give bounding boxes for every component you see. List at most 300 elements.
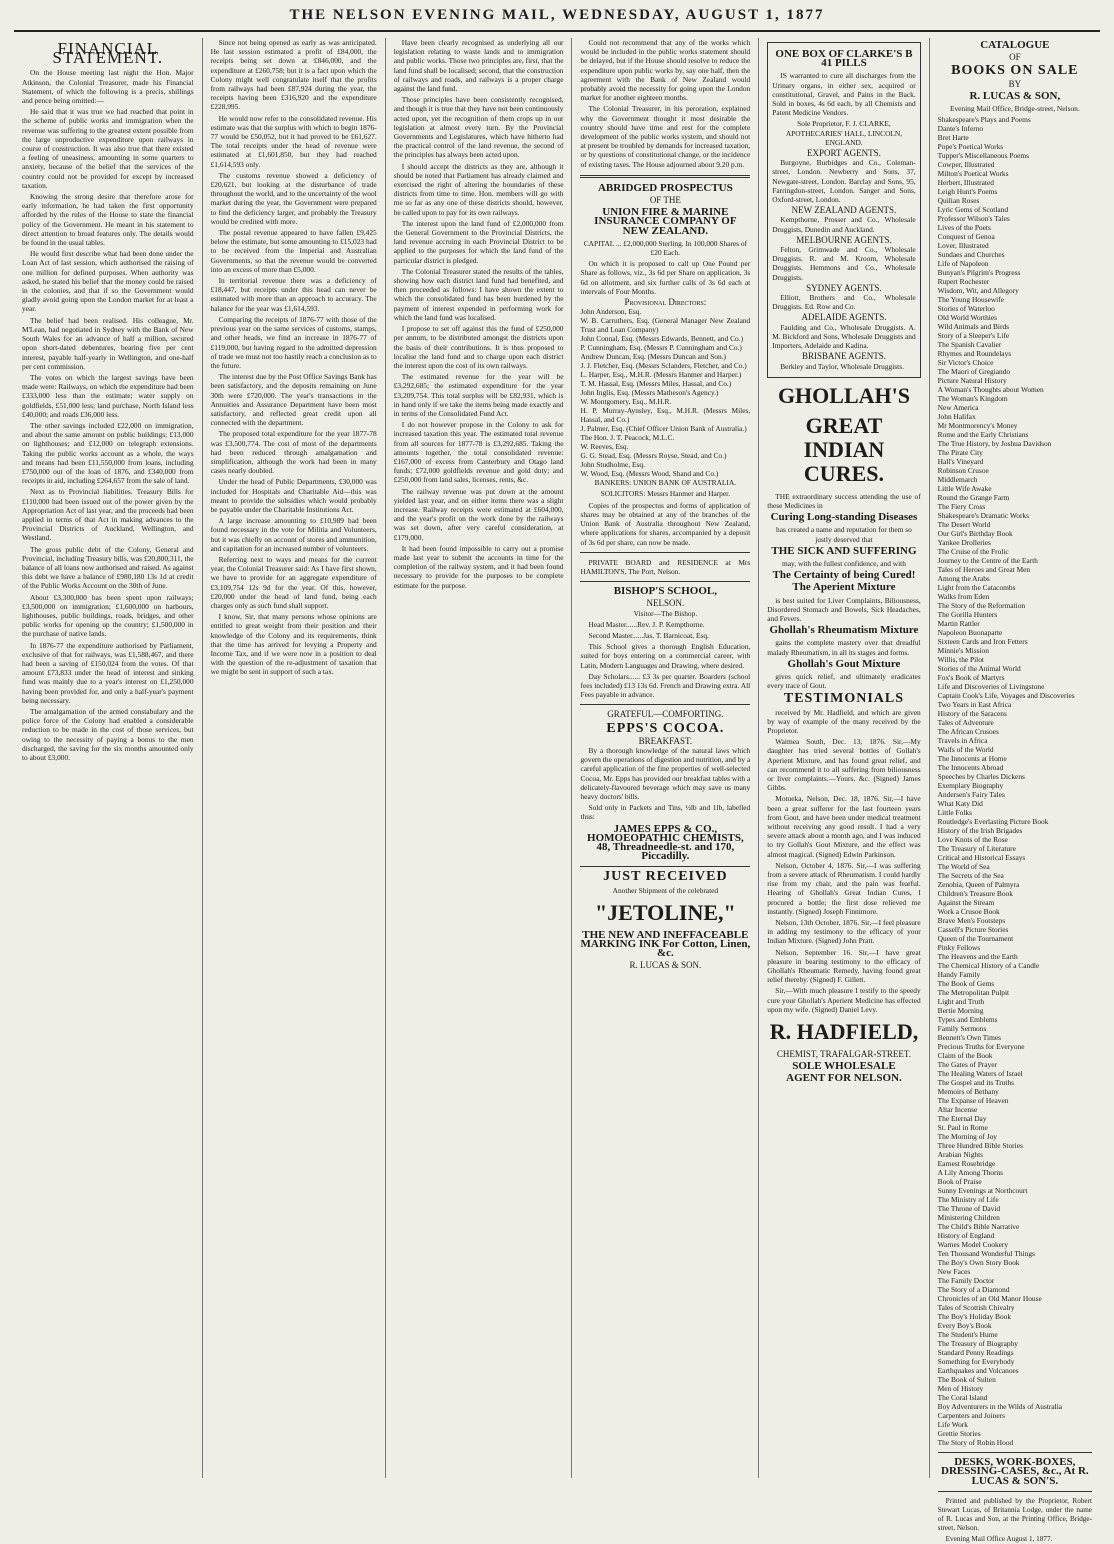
book-title: Carpenters and Joiners [937, 1411, 1005, 1421]
book-title: The Spanish Cavalier [937, 340, 1002, 350]
jetoline-pre: Another Shipment of the celebrated [612, 885, 719, 895]
book-title: Little Folks [937, 808, 972, 818]
book-title: The Gorilla Hunters [937, 610, 998, 620]
book-title: New America [937, 403, 979, 413]
book-title: Earthquakes and Volcanoes [937, 1366, 1019, 1376]
book-title: The Morning of Joy [937, 1132, 997, 1142]
book-title: Middlemarch [937, 475, 978, 485]
book-title: The Throne of David [937, 1204, 1001, 1214]
book-title: The Eternal Day [937, 1114, 987, 1124]
book-title: Conquest of Genoa [937, 232, 995, 242]
paragraph: He would now refer to the consolidated revenue. His estimate was that the surplus with which to begin 1876-77 would be £50,052, but it had proved to be £61,627. The total receipts under the head of revenue were estimated at £1,601,850, but they had reached £1,614,593 only. [210, 113, 377, 169]
paragraph: Referring next to ways and means for the current year, the Colonial Treasurer said: As I have first shown, we have to provide for an aggregate expenditure of £3,109,754 12s 9d for the year. Of this, however, £20,000 under the head of land fund, being each charges only as such fund shall support. [210, 554, 377, 610]
paragraph: The estimated revenue for the year will be £3,292,685; the estimated expenditure for the year £3,209,754. This total surplus will be £82,931, which is in hand only if we take the items being made exactly and in terms of the Consolidated Fund Act. [393, 372, 564, 418]
book-title: The Book of Sulten [937, 1375, 996, 1385]
divider [580, 175, 750, 178]
school-fees: Day Scholars...... £3 3s per quarter. Boarders (school fees included) £13 13s 6d. French and Drawing extra. All Fees payable in advance. [580, 671, 751, 700]
book-title: The Chemical History of a Candle [937, 961, 1040, 971]
testimonials-intro: received by Mr. Hadfield, and which are given by way of example of the many received by the Proprietor. [767, 707, 921, 735]
column-advertisements-1 [572, 38, 759, 1478]
curing-text: has created a name and reputation for them so justly deserved that [776, 525, 912, 544]
certainty: The Certainty of being Cured! [772, 569, 916, 582]
book-title: The Family Doctor [937, 1276, 995, 1286]
book-title: Mr Montmorency's Money [937, 421, 1018, 431]
sole-wholesale: SOLE WHOLESALE [792, 1060, 896, 1073]
export-title: EXPORT AGENTS. [807, 148, 881, 159]
book-title: Life and Discoveries of Livingstone [937, 682, 1045, 692]
column-catalogue [930, 38, 1100, 1543]
book-title: The Boy's Holiday Book [937, 1312, 1012, 1322]
book-title: Pinky Fellows [937, 943, 981, 953]
catalogue-of: OF [1009, 52, 1021, 63]
director-item: W. B. Carruthers, Esq. (General Manager New Zealand Trust and Loan Company) [580, 316, 751, 335]
book-title: Men of History [937, 1384, 984, 1394]
book-title: Cassell's Picture Stories [937, 925, 1009, 935]
paragraph: Under the head of Public Departments, £30,000 was included for Hospitals and Charitable Aid—this was meant to provide the subsidies which would probably be payable under the Charitable Institutions Act. [210, 477, 377, 514]
book-title: Rupert Rochester [937, 277, 990, 287]
book-title: Robinson Crusoe [937, 466, 989, 476]
book-title: Grettie Stories [937, 1429, 981, 1439]
director-item: The Hon. J. T. Peacock, M.L.C. [580, 433, 675, 443]
paragraph: Could not recommend that any of the works which would be included in the public works statement should be delayed, but if the House should resolve to reduce the expenditure upon public works by, say one half, then the agreement with the Bank of New Zealand would probably avoid the necessity for going upon the London market for another eighteen months. [580, 38, 751, 103]
book-title: John Halifax [937, 412, 976, 422]
testimonial-letter: Nelson, October 4, 1876. Sir,—I was suffering from a severe attack of Rheumatism. I could hardly rise from my chair, and the pain was fearful. Hearing of Ghollah's Great Indian Cures, I procured a bottle; the first dose relieved me instantly. (Signed) Joseph Finnimore. [767, 860, 921, 916]
book-title: Warnes Model Cookery [937, 1240, 1009, 1250]
book-title: Every Boy's Book [937, 1321, 992, 1331]
bishop-title: BISHOP'S SCHOOL, [613, 585, 718, 598]
book-title: Travels in Africa [937, 736, 988, 746]
book-title: Life Work [937, 1420, 968, 1430]
paragraph: Comparing the receipts of 1876-77 with those of the previous year on the same services of customs, stamps, and other heads, we find an increase in 1876-77 of £119,000, but having regard to the admitted depression of trade we must not too hastily reach a conclusion as to the future. [210, 314, 377, 370]
book-title: Light and Truth [937, 997, 985, 1007]
epps-sold: Sold only in Packets and Tins, ½lb and 1lb, labelled thus: [580, 803, 751, 822]
jetoline-sub: THE NEW AND INEFFACEABLE MARKING INK For Cotton, Linen, &c. [580, 928, 751, 960]
paragraph: About £3,300,000 has been spent upon railways; £3,500,000 on immigration; £1,600,000 on harbours, lighthouses, public buildings, roads, bridges, and other public works for opening up the country; £1,500,000 in the purchase of native lands. [22, 592, 194, 639]
desks-advert: DESKS, WORK-BOXES, DRESSING-CASES, &c., At R. LUCAS & SON'S. [941, 1456, 1089, 1487]
catalogue-office: Evening Mail Office, Bridge-street, Nelson. [949, 104, 1080, 114]
divider [938, 1452, 1092, 1453]
capital: CAPITAL ... £2,000,000 Sterling. In 100,000 Shares of £20 Each. [583, 238, 748, 258]
testimonial-letter: Nelson, 13th October, 1876. Sir,—I feel pleasure in adding my testimony to the efficacy of your Indian Mixture. (Signed) John Pratt. [767, 918, 921, 946]
clarke-text: IS warranted to cure all discharges from the Urinary organs, in either sex, acquired or constitutional, Gravel, and Pains in the Back. Sold in boxes, 4s 6d each, by all Chemists and Patent Medicine Vendors. [772, 71, 916, 118]
bris-title: BRISBANE AGENTS. [801, 351, 886, 362]
ghollah-title: GHOLLAH'S [777, 382, 910, 408]
paragraph: Next as to Provincial liabilities. Treasury Bills for £110,000 had been issued out of the power given by the Appropriation Act of last year, and the proceeds had been applied in terms of that Act in making advances to the Provincial Districts of Auckland, Wellington, and Westland. [22, 487, 194, 543]
book-title: Round the Grange Farm [937, 493, 1010, 503]
book-title: Milton's Poetical Works [937, 169, 1009, 179]
director-item: John Anderson, Esq. [580, 307, 642, 317]
book-title: Exemplary Biography [937, 781, 1004, 791]
book-title: Napoleon Buonaparte [937, 628, 1003, 638]
solicitors: SOLICITORS: Messrs Hanmer and Harper. [600, 489, 731, 499]
book-title: Children's Treasure Book [937, 889, 1013, 899]
copies-text: Copies of the prospectus and forms of application of shares may be obtained at any of the branches of the Union Bank of Australia throughout New Zealand, where applications for shares, accompanied by a deposit of 3s 6d per share, can now be made. [580, 500, 751, 547]
book-title: Fox's Book of Martyrs [937, 673, 1005, 683]
column-financial-continued [203, 38, 386, 1478]
book-title: Tupper's Miscellaneous Poems [937, 151, 1030, 161]
book-title: Life of Napoleon [937, 259, 989, 269]
book-title: Leigh Hunt's Poems [937, 187, 998, 197]
book-title: The Expanse of Heaven [937, 1096, 1009, 1106]
book-title: Tales of Scottish Chivalry [937, 1303, 1015, 1313]
book-title: Captain Cook's Life, Voyages and Discoveries [937, 691, 1075, 701]
book-title: Boy Adventurers in the Wilds of Australia [937, 1402, 1063, 1412]
directors-label: Provisional Directors: [624, 297, 707, 308]
school-text: This School gives a thorough English Education, suited for boys entering on a commercial career, with Latin, Modern Languages and Drawing, where desired. [580, 642, 751, 670]
melb-agents: Felton, Grimwade and Co., Wholesale Druggists. R. and M. Kroom, Wholesale Druggists. Hemmons and Co., Wholesale Druggists. [772, 245, 916, 282]
adel-title: ADELAIDE AGENTS. [801, 312, 887, 323]
paragraph: The railway revenue was put down at the amount yielded last year, and on either items there was a slight increase. Railway receipts were estimated at £604,000, and the year's profit on the work done by the railways was set down, after very careful consideration, at £179,000. [393, 486, 564, 542]
land-fund-paragraphs [394, 38, 564, 590]
statement-close-paragraphs [580, 38, 750, 169]
book-title: Among the Arabs [937, 574, 990, 584]
book-title: History of the Saracens [937, 709, 1007, 719]
book-title: Dante's Inferno [937, 124, 984, 134]
column-financial-statement [14, 38, 203, 1478]
book-title: The Woman's Kingdom [937, 394, 1008, 404]
divider [580, 704, 750, 705]
book-title: Sundaes and Churches [937, 250, 1005, 260]
book-title: Herbert, Illustrated [937, 178, 994, 188]
private-board: PRIVATE BOARD and RESIDENCE at Mrs HAMILTON'S, The Port, Nelson. [580, 557, 751, 576]
book-title: History of the Irish Brigades [937, 826, 1023, 836]
paragraph: The interest due by the Post Office Savings Bank has been satisfactory, and the deposits remaining on June 30th were £720,000. The year's transactions in the Annuities and Assurance Department have been most satisfactory, and reflected great credit upon all connected with the department. [210, 372, 377, 428]
paragraph: The belief had been realised. His colleague, Mr. M'Lean, had negotiated in Sydney with the Bank of New South Wales for an advance of half a million, secured upon short-dated debentures, bearing five per cent interest, payable half-yearly in Wellington, and one-half per cent commission. [22, 315, 194, 371]
testimonial-letter: Nelson, September 16. Sir,—I have great pleasure in bearing testimony to the efficacy of Ghollah's Rheumatic Remedy, having found great relief thereby. (Signed) F. Gillett. [767, 947, 921, 985]
book-title: Types and Emblems [937, 1015, 998, 1025]
divider [938, 1491, 1092, 1492]
paragraph: I do not however propose in the Colony to ask for increased taxation this year. The estimated total revenue from all sources for 1877-78 is £3,292,685. Taking the amounts together, the total consolidated revenue: £167,000 of excess from Canterbury and Otago land funds; £72,000 goldfields revenue and gold duty; and £250,000 from land sales, licenses, rents, &c. [393, 420, 564, 485]
book-title: Tales of Heroes and Great Men [937, 565, 1031, 575]
book-title: The African Crusoes [937, 727, 999, 737]
sick: THE SICK AND SUFFERING [771, 544, 917, 557]
book-title: Quilian Roses [937, 196, 980, 206]
paragraph: Knowing the strong desire that therefore arose for early information, he had taken the first opportunity afforded by the rules of the House to state the financial policy of the Government. He meant in his statement to direct attention to broad features only. The details would be found in the usual tables. [22, 192, 194, 248]
clarke-advert [767, 42, 920, 378]
epps-title: EPPS'S COCOA. [606, 720, 725, 736]
book-title: History of England [937, 1231, 995, 1241]
book-title: The Treasury of Literature [937, 844, 1016, 854]
agent-for-nelson: AGENT FOR NELSON. [786, 1072, 902, 1085]
book-title: Brave Men's Footsteps [937, 916, 1006, 926]
book-title: Stories of the Animal World [937, 664, 1021, 674]
book-title: Picture Natural History [937, 376, 1007, 386]
bishop-place: NELSON. [646, 598, 685, 609]
hadfield-address: CHEMIST, TRAFALGAR-STREET. [776, 1049, 911, 1060]
paragraph: The customs revenue showed a deficiency of £20,621, but looking at the disturbance of trade throughout the world, and to the uncertainty of the wool market during the year, the Government were prepared to find the deficiency larger, and probably the Treasury would be credited with more. [210, 170, 377, 226]
syd-agents: Elliott, Brothers and Co., Wholesale Druggists. Ed. Row and Co. [772, 293, 916, 312]
book-title: Bertie Morning [937, 1006, 984, 1016]
catalogue-by: BY [1008, 78, 1022, 89]
book-title: The Ministry of Life [937, 1195, 999, 1205]
prospectus-title: ABRIDGED PROSPECTUS [597, 181, 733, 194]
book-title: Sir Victor's Choice [937, 358, 994, 368]
nz-title: NEW ZEALAND AGENTS. [791, 205, 897, 216]
bris-agents: Berkley and Taylor, Wholesale Druggists. [780, 361, 904, 371]
visitor: Visitor—The Bishop. [633, 608, 698, 618]
columns [14, 38, 1100, 1543]
second-master: Second Master......Jas. T. Barnicoat, Esq. [588, 630, 709, 640]
gout-text: gives quick relief, and ultimately eradicates every trace of Gout. [767, 671, 921, 691]
book-title: Lyric Gems of Scotland [937, 205, 1009, 215]
book-title: The Gates of Prayer [937, 1060, 997, 1070]
book-title: Something for Everybody [937, 1357, 1015, 1367]
paragraph: Those principles have been consistently recognised, and though it is true that they have not been continuously acted upon, yet the recognition of them crops up in our legislation at almost every turn. By the Provincial Governments and Legislatures, which have hitherto had the practical control of the land revenue, the second of the principles has always been acted upon. [393, 95, 564, 160]
book-title: Arabian Nights [937, 1150, 984, 1160]
book-title: Standard Penny Readings [937, 1348, 1014, 1358]
jetoline-title: "JETOLINE," [594, 899, 736, 925]
book-title: Love Knots of the Rose [937, 835, 1008, 845]
book-titles [938, 115, 1092, 1447]
gout: Ghollah's Gout Mixture [787, 657, 901, 670]
testimonial-letter: Sir,—With much pleasure I testify to the speedy cure your Ghollah's Aperient Medicine has effected upon my wife. (Signed) Daniel Levy. [767, 986, 921, 1014]
book-title: Critical and Historical Essays [937, 853, 1026, 863]
directors-list [580, 307, 750, 478]
jetoline-signature: R. LUCAS & SON. [629, 960, 702, 971]
prospectus-of: OF THE [649, 195, 681, 206]
book-title: Bunyan's Pilgrim's Progress [937, 268, 1021, 278]
book-title: The Book of Gems [937, 979, 995, 989]
director-item: J. Palmer, Esq. (Chief Officer Union Bank of Australia.) [580, 424, 747, 434]
director-item: W. Montgomery, Esq., M.H.R. [580, 397, 672, 407]
book-title: Bennett's Own Times [937, 1033, 1002, 1043]
book-title: Yankee Drolleries [937, 538, 991, 548]
book-title: Rhymes and Roundelays [937, 349, 1012, 359]
director-item: Andrew Duncan, Esq. (Messrs Duncan and Son.) [580, 352, 727, 362]
book-title: The Maori of Gregiando [937, 367, 1011, 377]
column-advertisements-2 [759, 38, 929, 1478]
book-title: Walks from Eden [937, 592, 990, 602]
book-title: Lover, Illustrated [937, 241, 989, 251]
curing: Curing Long-standing Diseases [770, 511, 918, 524]
just-received: JUST RECEIVED [603, 869, 728, 885]
testimonials: TESTIMONIALS [783, 691, 905, 707]
book-title: A Woman's Thoughts about Women [937, 385, 1044, 395]
paragraph: Since not being opened as early as was anticipated. He last session estimated a profit of £84,000, the receipts being set down at £846,000, and the expenditure at £260,758; but it is a fact upon which the Colony might well congratulate itself that the profits from railways had been £87,924 during the year, the receipts having been £316,920 and the expenditure £228,995. [210, 38, 377, 112]
book-title: Three Hundred Bible Stories [937, 1141, 1023, 1151]
book-title: Speeches by Charles Dickens [937, 772, 1025, 782]
book-title: The Gospel and its Truths [937, 1078, 1015, 1088]
rheum-text: gains the complete mastery over that dreadful malady Rheumatism, in all its stages and forms. [767, 638, 921, 657]
imprint: Printed and published by the Proprietor, Robert Stewart Lucas, of Britannia Lodge, under the name of R. Lucas and Son, at the Printing Office, Bridge-street, Nelson. [937, 1496, 1092, 1532]
paragraph: In territorial revenue there was a deficiency of £18,447, but receipts under this head can never be estimated with more than an approach to accuracy. The balance for the year was £1,614,593. [210, 276, 377, 313]
book-title: The Child's Bible Narrative [937, 1222, 1020, 1232]
financial-continued-paragraphs [211, 38, 377, 677]
director-item: W. Wood, Esq. (Messrs Wood, Shand and Co.) [580, 469, 719, 479]
paragraph: The other savings included £22,000 on immigration, and about the same amount on public buildings; £13,000 on lighthouses; and £12,000 on telegraph extensions. Taking the public works account as a whole, the ways and means had been £11,550,000 from loans, including £750,000 out of the loan of 1876, and £340,000 from receipts in aid, including £264,657 from the sale of land. [22, 420, 194, 486]
book-title: Zenobia, Queen of Palmyra [937, 880, 1020, 890]
book-title: Against the Stream [937, 898, 995, 908]
book-title: Queen of the Tournament [937, 934, 1014, 944]
book-title: Work a Crusoe Book [937, 907, 1000, 917]
catalogue-title: CATALOGUE [980, 39, 1050, 51]
book-title: Light from the Catacombs [937, 583, 1016, 593]
book-title: The Coral Island [937, 1393, 988, 1403]
paragraph: The amalgamation of the armed constabulary and the police force of the Colony had enabled a considerable reduction to be made in the cost of those services, but owing to the necessity of paying a bonus to the men discharged, the saving for the six months amounted only to about £3,000. [22, 707, 194, 763]
clarke-proprietor: Sole Proprietor, F. J. CLARKE, APOTHECARIES' HALL, LINCOLN, ENGLAND. [785, 119, 903, 147]
book-title: Ten Thousand Wonderful Things [937, 1249, 1035, 1259]
director-item: John Studholme, Esq. [580, 460, 645, 470]
director-item: L. Harper, Esq., M.H.R. (Messrs Hanmer and Harper.) [580, 370, 742, 380]
book-title: Precious Truths for Everyone [937, 1042, 1025, 1052]
book-title: Shakespeare's Plays and Poems [937, 115, 1031, 125]
book-title: The Secrets of the Sea [937, 871, 1004, 881]
export-agents: Burgoyne, Burbidges and Co., Coleman-street, London. Newberry and Sons, 37, Newgate-street, London. Barclay and Sons, 95, Farringdon-street, London. Sanger and Sons, Oxford-street, London. [772, 158, 916, 205]
book-title: Memoirs of Bethany [937, 1087, 999, 1097]
director-item: P. Cunningham, Esq. (Messrs P. Cunningham and Co.) [580, 343, 742, 353]
paragraph: He said that it was true we had reached that point in the scheme of public works and immigration when the revenue was suffering to the greatest extent possible from the large unproductive expenditure upon railways in course of construction. It was also true that there existed a feeling of uneasiness, amounting in some quarters to anxiety, because of the belief that the services of the country could not be provided for except by increased taxation. [22, 107, 194, 190]
book-title: The Fiery Cross [937, 502, 986, 512]
book-title: Andersen's Fairy Tales [937, 790, 1005, 800]
paragraph: I propose to set off against this the fund of £250,000 per annum, to be distributed amongst the districts upon the basis of their contributions. It is thus proposed to localise the land fund and to charge upon each district the interest upon the cost of its own railways. [393, 324, 564, 370]
paragraph: I know, Sir, that many persons whose opinions are entitled to great weight from their position and their knowledge of the Colony and its requirements, think that the time has arrived for levying a Property and Income Tax, and if we were now in a position to deal with the question of the re-adjustment of taxation that we might be sent in support of such a tax. [210, 612, 377, 677]
book-title: The Healing Waters of Israel [937, 1069, 1023, 1079]
book-title: Our Girl's Birthday Book [937, 529, 1013, 539]
company-name: UNION FIRE & MARINE INSURANCE COMPANY OF NEW ZEALAND. [594, 206, 737, 237]
catalogue-firm: R. LUCAS & SON, [969, 89, 1061, 102]
book-title: New Faces [937, 1267, 971, 1277]
testimonial-letter: Waimea South, Dec. 13, 1876. Sir,—My daughter has tried several bottles of Gollah's Aperient Mixture, and has found great relief, and can recommend it to all suffering from biliousness or liver complaints.—Yours, &c. (Signed) James Gibbs. [767, 737, 921, 793]
book-title: Professor Wilson's Tales [937, 214, 1010, 224]
epps-firm: JAMES EPPS & CO., HOMOEOPATHIC CHEMISTS, 48, Threadneedle-st. and 170, Piccadilly. [587, 822, 744, 863]
financial-heading: FINANCIAL STATEMENT. [52, 39, 164, 68]
book-title: Ministering Children [937, 1213, 1000, 1223]
book-title: Martin Rattler [937, 619, 980, 629]
book-title: The Young Housewife [937, 295, 1004, 305]
book-title: Minnie's Mission [937, 646, 989, 656]
book-title: The Story of a Diamond [937, 1285, 1010, 1295]
rheum: Ghollah's Rheumatism Mixture [769, 624, 919, 637]
column-land-fund [386, 38, 573, 1478]
sick-text: may, with the fullest confidence, and with [782, 558, 906, 568]
book-title: The Treasury of Biography [937, 1339, 1018, 1349]
paragraph: The gross public debt of the Colony, General and Provincial, including Treasury bills, was £20,800,311, the balance of all loans now authorised and raised. As against this debt we have a balance of £980,180 13s 1d at credit of the Public Works Account on the 30th of June. [22, 544, 194, 591]
melb-title: MELBOURNE AGENTS. [796, 234, 892, 245]
book-title: Willis, the Pilot [937, 655, 984, 665]
book-title: Sixteen Cards and Iron Fetters [937, 637, 1028, 647]
book-title: The Pirate City [937, 448, 983, 458]
epps-sub: BREAKFAST. [638, 735, 693, 746]
director-item: J. J. Fletcher, Esq. (Messrs Sclanders, Fletcher, and Co.) [580, 361, 747, 371]
book-title: Sunny Evenings at Northcourt [937, 1186, 1028, 1196]
ghollah-intro: THE extraordinary success attending the use of these Medicines in [767, 491, 921, 510]
book-title: Routledge's Everlasting Picture Book [937, 817, 1049, 827]
divider [580, 581, 750, 582]
testimonial-letter: Motueka, Nelson, Dec. 18, 1876. Sir,—I have been a great sufferer for the last fourteen years from Gout, and have been under medical treatment without receiving any good result. I had a very severe attack about a month ago, and I was induced to try Gollah's Gout Mixture, and the effect was almost magical. (Signed) Edwin Parkinson. [767, 794, 921, 859]
book-title: What Katy Did [937, 799, 983, 809]
book-title: Pope's Poetical Works [937, 142, 1004, 152]
book-title: The Heavens and the Earth [937, 952, 1018, 962]
book-title: Story of a Sleeper's Life [937, 331, 1010, 341]
paragraph: He would first describe what had been done under the Loan Act of last session, which authorised the raising of one million for defined purposes. When authority was asked, he stated his belief that the money could be raised in the colonies, and that if so the Government would gladly avoid going upon the London market for at least a year. [22, 249, 194, 314]
book-title: Two Years in East Africa [937, 700, 1012, 710]
clarke-title: ONE BOX OF CLARKE'S B 41 PILLS [775, 48, 913, 70]
director-item: G. G. Stead, Esq. (Messrs Royse, Stead, and Co.) [580, 451, 727, 461]
paragraph: The postal revenue appeared to have fallen £9,425 below the estimate, but some amounting to £15,023 had to be received from the Imperial and Australian Governments, so that the revenue would be converted into an excess of more than £5,000. [210, 228, 377, 274]
aperient-text: is best suited for Liver Complaints, Biliousness, Disordered Stomach and Bowels, Sick Headaches, and Fevers. [767, 595, 921, 623]
book-title: Tales of Adventure [937, 718, 994, 728]
adel-agents: Faulding and Co., Wholesale Druggists. A. M. Bickford and Sons, Wholesale Druggists and Importers, Adelaide and Kadina. [772, 322, 916, 351]
director-item: W. Reeves, Esq. [580, 442, 629, 452]
head-master: Head Master......Rev. J. P. Kempthorne. [588, 619, 705, 629]
prospectus-text: On which it is proposed to call up One Pound per Share as follows, viz., 3s 6d per Share on application, 3s 6d on allotment, and six further calls of 3s 6d each at intervals of Four Months. [580, 259, 751, 296]
paragraph: In 1876-77 the expenditure authorised by Parliament, exclusive of that for railways, was £1,588,467, and there had been a saving of £150,024 from the votes. Of that amount £73,833 under the head of interest and sinking fund was mainly due to a year's interest on £1,250,000 having been provided for, and only a half-year's payment being necessary. [22, 640, 194, 705]
director-item: T. M. Hassal, Esq. (Messrs Miles, Hassal, and Co.) [580, 379, 732, 389]
hadfield: R. HADFIELD, [769, 1019, 919, 1045]
book-title: The Desert World [937, 520, 991, 530]
book-title: Book of Praise [937, 1177, 982, 1187]
paragraph: I should accept the districts as they are, although it should be noted that Parliament has already claimed and exercised the right of altering the boundaries of these districts from time to time. Hon. members will go with me so far as any one of these districts should, however, be called upon to pay for its own railways. [393, 161, 564, 217]
epps-text: By a thorough knowledge of the natural laws which govern the operations of digestion and nutrition, and by a careful application of the fine properties of well-selected Cocoa, Mr. Epps has provided our breakfast tables with a delicately-flavoured beverage which may save us many heavy doctors' bills. [580, 745, 751, 801]
book-title: Stories of Waterloo [937, 304, 995, 314]
book-title: The True History, by Joshua Davidson [937, 439, 1052, 449]
ghollah-subtitle: GREAT INDIAN CURES. [803, 412, 885, 486]
book-title: The Innocents at Home [937, 754, 1007, 764]
book-title: The Student's Hume [937, 1330, 998, 1340]
dateline: Evening Mail Office August 1, 1877. [945, 1534, 1053, 1543]
book-title: St. Paul in Rome [937, 1123, 988, 1133]
director-item: H. P. Murray-Aynsley, Esq., M.H.R. (Messrs Miles, Hassal, and Co.) [580, 406, 751, 425]
book-title: Wisdom, Wit, and Allegory [937, 286, 1019, 296]
book-title: Waifs of the World [937, 745, 994, 755]
book-title: Claim of the Book [937, 1051, 993, 1061]
book-title: The World of Sea [937, 862, 990, 872]
book-title: Earnest Rosebridge [937, 1159, 996, 1169]
paragraph: The Colonial Treasurer, in his peroration, explained why the Government thought it most desirable the country should have time and rest for the complete development of the public works system, and should not at present be troubled by demands for increased taxation, or by questions of constitutional change, or the incidence of existing taxes. The House adjourned about 9.20 p.m. [580, 104, 751, 169]
director-item: John Connal, Esq. (Messrs Edwards, Bennett, and Co.) [580, 334, 744, 344]
aperient: The Aperient Mixture [792, 581, 896, 594]
book-title: Old World Worthies [937, 313, 997, 323]
book-title: Handy Family [937, 970, 981, 980]
paragraph: The Colonial Treasurer stated the results of the tables, showing how each district land fund had benefited, and then proceeded as follows: I have shown the extent to which the consolidated fund has been burdened by the payment of interest expended in performing work for which the land fund was localised. [393, 266, 564, 322]
nz-agents: Kempthorne, Prosser and Co., Wholesale Druggists, Dunedin and Auckland. [772, 215, 916, 234]
paragraph: The votes on which the largest savings have been made were: Railways, on which the expenditure had been £333,000 less than the estimate; water supply on goldfields, £51,000 less; land purchase, North Island less £40,000; and roads £36,000 less. [22, 372, 194, 419]
paragraph: A large increase amounting to £10,989 had been found necessary in the vote for Militia and Volunteers, but it was chiefly on account of stores and ammunition, and capitation for an increased number of volunteers. [210, 516, 377, 553]
book-title: The Cruise of the Frolic [937, 547, 1009, 557]
paragraph: Have been clearly recognised as underlying all our legislation relating to waste lands and to immigration and public works. Those two principles are, first, that the land fund shall be localised; second, that the construction of railways and roads, and railways is a proper charge against the land fund. [393, 38, 564, 94]
book-title: Shakespeare's Dramatic Works [937, 511, 1029, 521]
grateful: GRATEFUL—COMFORTING. [607, 709, 724, 720]
divider [580, 866, 750, 867]
financial-intro: On the House meeting last night the Hon. Major Atkinson, the Colonial Treasurer, made his Financial Statement, of which the following is a precis, shillings and pence being omitted:— [22, 68, 194, 106]
syd-title: SYDNEY AGENTS. [806, 282, 882, 293]
book-title: Journey to the Centre of the Earth [937, 556, 1038, 566]
book-title: Bret Harte [937, 133, 969, 143]
book-title: Hall's Vineyard [937, 457, 984, 467]
bankers: BANKERS: UNION BANK OF AUSTRALIA. [594, 478, 737, 488]
book-title: Cowper, Illustrated [937, 160, 995, 170]
paragraph: The interest upon the land fund of £2,000,000 from the General Government to the Provincial Districts, the land revenue accruing in each Provincial District to be applied to the purposes for which the land fund of the particular district is pledged. [393, 218, 564, 265]
masthead: THE NELSON EVENING MAIL, WEDNESDAY, AUGUST 1, 1877 [14, 0, 1100, 32]
book-title: The Boy's Own Story Book [937, 1258, 1020, 1268]
financial-paragraphs [22, 107, 194, 762]
divider [580, 552, 750, 553]
book-title: The Story of Robin Hood [937, 1438, 1014, 1448]
paragraph: The proposed total expenditure for the year 1877-78 was £3,500,774. The cost of most of the departments had been reduced through amalgamation and simplification, although the work had been in many cases nearly doubled. [210, 429, 377, 476]
book-title: A Lily Among Thorns [937, 1168, 1004, 1178]
book-title: Rome and the Early Christians [937, 430, 1029, 440]
book-title: Wild Animals and Birds [937, 322, 1010, 332]
book-title: Little Wife Awake [937, 484, 992, 494]
book-title: The Metropolitan Pulpit [937, 988, 1010, 998]
book-title: Altar Incense [937, 1105, 978, 1115]
books-on-sale: BOOKS ON SALE [951, 63, 1079, 79]
testimonial-letters [767, 737, 920, 1014]
book-title: Family Sermons [937, 1024, 987, 1034]
director-item: John Inglis, Esq. (Messrs Matheson's Agency.) [580, 388, 719, 398]
paragraph: It had been found impossible to carry out a promise made last year to submit the accounts in time for the completion of the railway system, and it had been found necessary to provide for the purposes to be complete estimate for the purpose. [393, 543, 564, 590]
book-title: Lives of the Poets [937, 223, 991, 233]
